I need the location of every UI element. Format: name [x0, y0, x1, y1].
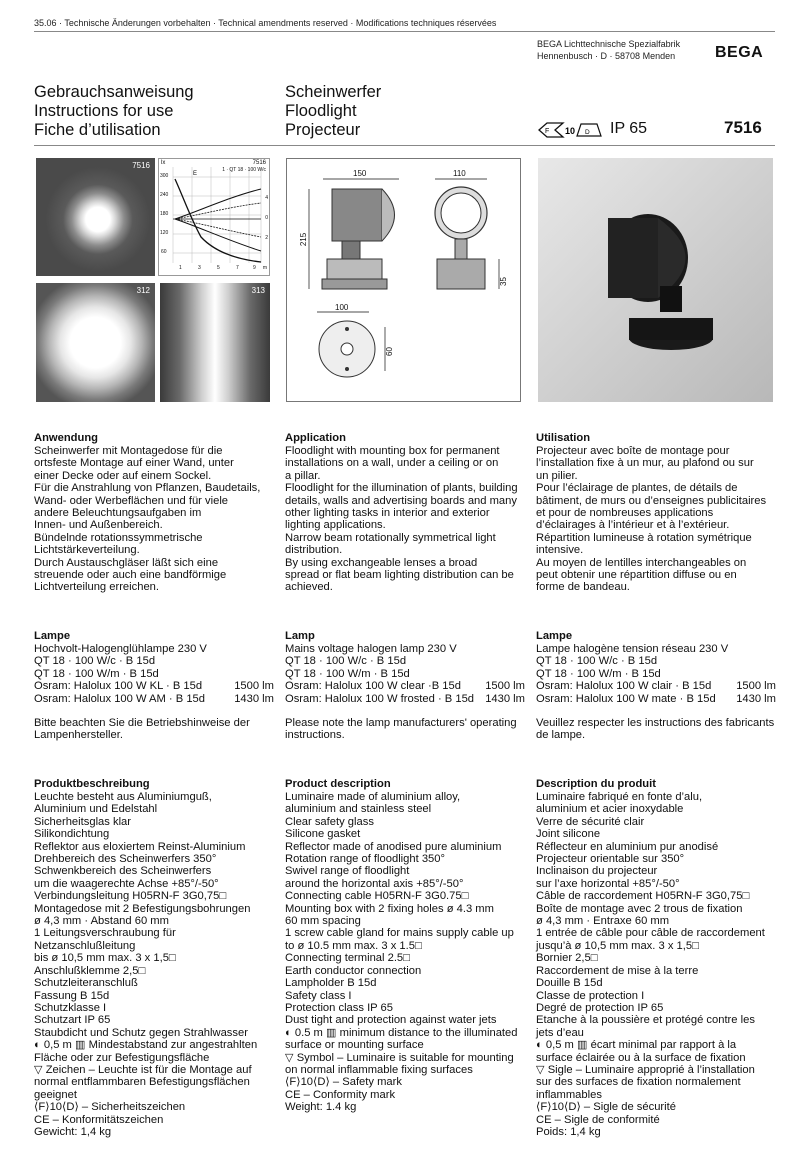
svg-text:F: F — [545, 128, 550, 135]
lamp-row — [536, 693, 776, 705]
lamp-line: QT 18 · 100 W/m · B 15d — [536, 667, 661, 680]
panel-main-label: 7516 — [132, 161, 150, 170]
safety-mark-icon — [537, 121, 605, 142]
lamp-line: QT 18 · 100 W/m · B 15d — [285, 667, 410, 680]
lamp-line: QT 18 · 100 W/c · B 15d — [536, 655, 658, 668]
lumen-value: 1500 lm — [485, 680, 525, 693]
product-de: Scheinwerfer — [285, 83, 382, 101]
light-distribution-panel-312 — [36, 283, 155, 402]
dim-215: 215 — [299, 232, 309, 247]
column-fr-product — [536, 778, 776, 1138]
top-rule — [34, 31, 775, 32]
panel-313-label: 313 — [251, 286, 265, 295]
company-line-2: Hennenbusch · D · 58708 Menden — [537, 51, 676, 61]
lamp-row — [34, 693, 274, 705]
graph-y-tick: 240 — [160, 192, 169, 198]
light-distribution-panel-main — [36, 158, 155, 276]
lamp-line: Osram: Halolux 100 W KL · B 15d — [34, 680, 203, 693]
product-title-block — [285, 83, 381, 140]
lamp-note-fr: Veuillez respecter les instructions des fabricants de lampe. — [536, 717, 775, 742]
lamp-line: QT 18 · 100 W/m · B 15d — [34, 667, 159, 680]
brand-logo: BEGA — [715, 44, 764, 61]
application-text-en: Floodlight with mounting box for permanent installations on a wall, under a ceiling or on a pillar. Floodlight for the illumination of plants, building details, walls and advertising boards and many other lighting tasks in interior and exterior lighting applications. Narrow beam rotationally symmetrical light distribution. By using exchangeable lenses a broad spread or flat beam lighting distribution can be achieved. — [285, 445, 518, 594]
column-fr-lamp — [536, 630, 776, 742]
graph-unit-lx: lx — [161, 160, 166, 166]
top-note: 35.06 · Technische Änderungen vorbehalten · Technical amendments reserved · Modifications techniques réservées — [34, 18, 497, 28]
product-text-en: Luminaire made of aluminium alloy, aluminium and stainless steel Clear safety glass Silicone gasket Reflector made of anodised pure aluminium Rotation range of floodlight 350° Swivel range of floodlight around the horizontal axis +85°/-50° Connecting cable H05RN-F 3G0.75□ Mounting box with 2 fixing holes ø 4.3 mm 60 mm spacing 1 screw cable gland for mains supply cable up to ø 10.5 mm max. 3 x 1.5□ Connecting terminal 2.5□ Earth conductor connection Lampholder B 15d Safety class I Protection class IP 65 Dust tight and protection against water jets ◐ 0.5 m ▥ minimum distance to the illuminated surface or mounting surface ▽ Symbol – Luminaire is suitable for mounting on normal inflammable fixing surfaces ⟨F⟩10⟨D⟩ – Safety mark CE – Conformity mark Weight: 1.4 kg — [285, 791, 518, 1114]
dim-60: 60 — [384, 347, 394, 356]
application-text-de: Scheinwerfer mit Montagedose für die ortsfeste Montage auf einer Wand, unter einer Decke oder auf einem Sockel. Für die Anstrahlung von Pflanzen, Baudetails, Wand- oder Werbeflächen und für viele andere Beleuchtungsaufgaben im Innen- und Außenbereich. Bündelnde rotationssymmetrische Lichtstärkeverteilung. Durch Austauschgläser läßt sich eine streuende oder auch eine bandförmige Lichtverteilung erreichen. — [34, 445, 261, 594]
heading-lamp-de: Lampe — [34, 630, 71, 642]
lumen-value: 1500 lm — [736, 680, 776, 693]
graph-y-tick: 180 — [160, 211, 169, 217]
lamp-note-en: Please note the lamp manufacturers' operating instructions. — [285, 717, 517, 742]
heading-application-de: Anwendung — [34, 432, 99, 444]
column-en — [285, 432, 525, 594]
graph-x-tick: 5 — [217, 265, 220, 271]
dim-100: 100 — [335, 303, 349, 312]
graph-y-tick: 120 — [160, 230, 169, 236]
lamp-line: Mains voltage halogen lamp 230 V — [285, 643, 457, 655]
dim-35: 35 — [498, 277, 508, 286]
title-fr: Fiche d’utilisation — [34, 121, 161, 139]
company-line-1: BEGA Lichttechnische Spezialfabrik — [537, 39, 681, 49]
lamp-line: QT 18 · 100 W/c · B 15d — [285, 655, 407, 668]
graph-letter-e: E — [193, 171, 198, 177]
header-rule — [34, 145, 775, 146]
title-en: Instructions for use — [34, 102, 174, 120]
graph-y-tick: 60 — [161, 249, 167, 255]
graph-unit-m: m — [262, 265, 267, 271]
column-fr — [536, 432, 776, 594]
product-photo — [538, 158, 773, 402]
graph-right-tick: 4 — [265, 195, 268, 201]
product-number: 7516 — [724, 118, 762, 137]
lamp-row — [285, 680, 525, 692]
graph-x-tick: 3 — [198, 265, 201, 271]
title-de: Gebrauchsanweisung — [34, 83, 194, 101]
heading-application-en: Application — [285, 432, 346, 444]
heading-product-en: Product description — [285, 778, 391, 790]
graph-x-tick: 1 — [179, 265, 182, 271]
lumen-value: 1430 lm — [485, 692, 525, 705]
heading-application-fr: Utilisation — [536, 432, 591, 444]
graph-y-tick: 300 — [160, 173, 169, 179]
lamp-line: Osram: Halolux 100 W clair · B 15d — [536, 680, 712, 693]
product-text-de: Leuchte besteht aus Aluminiumguß, Aluminium und Edelstahl Sicherheitsglas klar Silikondichtung Reflektor aus eloxiertem Reinst-Aluminium Drehbereich des Scheinwerfers 350° Schwenkbereich des Scheinwerfers um die waagerechte Achse +85°/-50° Verbindungsleitung H05RN-F 3G0,75□ Montagedose mit 2 Befestigungsbohrungen ø 4,3 mm · Abstand 60 mm 1 Leitungsverschraubung für Netzanschlußleitung bis ø 10,5 mm max. 3 x 1,5□ Anschlußklemme 2,5□ Schutzleiteranschluß Fassung B 15d Schutzklasse I Schutzart IP 65 Staubdicht und Schutz gegen Strahlwasser ◐ 0,5 m ▥ Mindestabstand zur angestrahlten Fläche oder zur Befestigungsfläche ▽ Zeichen – Leuchte ist für die Montage auf normal entflammbaren Befestigungsflächen geeignet ⟨F⟩10⟨D⟩ – Sicherheitszeichen CE – Konformitätszeichen Gewicht: 1,4 kg — [34, 791, 258, 1138]
product-text-fr: Luminaire fabriqué en fonte d’alu, aluminium et acier inoxydable Verre de sécurité clair Joint silicone Réflecteur en aluminium pur anodisé Projecteur orientable sur 350° Inclinaison du projecteur sur l’axe horizontal +85°/-50° Câble de raccordement H05RN-F 3G0,75□ Boîte de montage avec 2 trous de fixation ø 4,3 mm · Entraxe 60 mm 1 entrée de câble pour câble de raccordement jusqu’à ø 10,5 mm max. 3 x 1,5□ Bornier 2,5□ Raccordement de mise à la terre Douille B 15d Classe de protection I Degré de protection IP 65 Etanche à la poussière et protégé contre les jets d’eau ◐ 0,5 m ▥ écart minimal par rapport à la surface éclairée ou à la surface de fixation ▽ Sigle – Luminaire approprié à l’installation sur des surfaces de fixation normalement inflammables ⟨F⟩10⟨D⟩ – Sigle de sécurité CE – Sigle de conformité Poids: 1,4 kg — [536, 791, 765, 1138]
doc-title-block — [34, 83, 194, 140]
lamp-row — [34, 680, 274, 692]
heading-product-fr: Description du produit — [536, 778, 656, 790]
graph-right-tick: 2 — [265, 235, 268, 241]
lamp-line: Osram: Halolux 100 W frosted · B 15d — [285, 692, 475, 705]
column-de — [34, 432, 274, 594]
svg-text:D: D — [585, 129, 590, 136]
lamp-row — [285, 693, 525, 705]
lumen-value: 1500 lm — [234, 680, 274, 693]
lamp-line: Osram: Halolux 100 W mate · B 15d — [536, 692, 716, 705]
lamp-line: Osram: Halolux 100 W clear ·B 15d — [285, 680, 461, 693]
illuminance-graph — [158, 158, 270, 276]
dim-110: 110 — [453, 169, 466, 178]
dim-150: 150 — [353, 169, 367, 178]
lamp-note-de: Bitte beachten Sie die Betriebshinweise der Lampenhersteller. — [34, 717, 250, 742]
lamp-line: Lampe halogène tension réseau 230 V — [536, 643, 729, 655]
heading-product-de: Produktbeschreibung — [34, 778, 150, 790]
ip-rating: IP 65 — [610, 120, 648, 137]
lamp-row — [536, 680, 776, 692]
column-en-lamp — [285, 630, 525, 742]
graph-x-tick: 7 — [236, 265, 239, 271]
graph-x-tick: 9 — [253, 265, 256, 271]
light-distribution-panel-313 — [160, 283, 270, 402]
product-en: Floodlight — [285, 102, 357, 120]
svg-text:10: 10 — [565, 126, 576, 136]
column-de-lamp — [34, 630, 274, 742]
column-de-product — [34, 778, 274, 1138]
lumen-value: 1430 lm — [736, 692, 776, 705]
product-fr: Projecteur — [285, 121, 361, 139]
application-text-fr: Projecteur avec boîte de montage pour l’installation fixe à un mur, au plafond ou sur un pilier. Pour l’éclairage de plantes, de détails de bâtiment, de murs ou d’enseignes publicitaires et pour de nombreuses applications d’éclairages à l’intérieur et à l’extérieur. Répartition lumineuse à rotation symétrique intensive. Au moyen de lentilles interchangeables on peut obtenir une répartition diffuse ou en forme de bandeau. — [536, 445, 767, 594]
graph-sub: 1 · QT 18 · 100 W/c — [222, 167, 266, 173]
lamp-line: Osram: Halolux 100 W AM · B 15d — [34, 692, 205, 705]
heading-lamp-fr: Lampe — [536, 630, 573, 642]
lamp-line: Hochvolt-Halogenglühlampe 230 V — [34, 643, 207, 655]
lamp-line: QT 18 · 100 W/c · B 15d — [34, 655, 156, 668]
lumen-value: 1430 lm — [234, 692, 274, 705]
heading-lamp-en: Lamp — [285, 630, 315, 642]
dimension-drawing — [286, 158, 521, 402]
company-address — [537, 38, 680, 62]
column-en-product — [285, 778, 525, 1114]
graph-right-tick: 0 — [265, 215, 268, 221]
graph-label: 7516 — [252, 160, 266, 166]
panel-312-label: 312 — [136, 286, 150, 295]
